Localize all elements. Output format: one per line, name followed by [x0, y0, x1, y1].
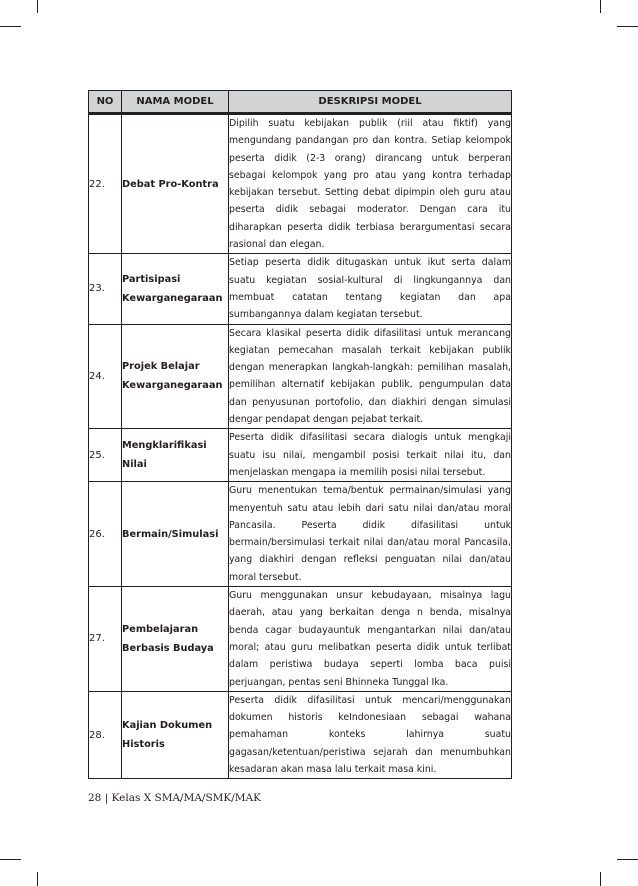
table-row [89, 114, 512, 254]
row-number: 28. [89, 691, 122, 778]
table-row [89, 587, 512, 692]
row-number: 24. [89, 324, 122, 429]
table-header-row [89, 91, 512, 114]
row-number: 27. [89, 587, 122, 692]
model-description: Peserta didik difasilitasi untuk mencari/menggunakan dokumen historis keIndonesiaan sebagai wahana pemahaman konteks lahirnya suatu gagasan/ketentuan/peristiwa sejarah dan menumbuhkan kesadaran akan masa lalu terkait masa kini. [229, 691, 512, 778]
crop-mark [600, 872, 601, 886]
model-name: Bermain/Simulasi [122, 482, 229, 587]
model-name: Pembelajaran Berbasis Budaya [122, 587, 229, 692]
crop-mark [0, 859, 21, 860]
model-description: Peserta didik difasilitasi secara dialogis untuk mengkaji suatu isu nilai, mengambil posisi terkait nilai itu, dan menjelaskan mengapa ia memilih posisi nilai tersebut. [229, 429, 512, 482]
crop-mark [37, 0, 38, 13]
header-name: NAMA MODEL [122, 91, 229, 114]
row-number: 23. [89, 254, 122, 324]
model-table [88, 90, 512, 779]
crop-mark [0, 26, 21, 27]
model-description: Secara klasikal peserta didik difasilitasi untuk merancang kegiatan pemecahan masalah terkait kebijakan publik dengan menerapkan langkah-langkah: pemilihan masalah, pemilihan alternatif kebijakan publik, pengumpulan data dan penyusunan portofolio, dan diakhiri dengan simulasi dengar pendapat dengan pejabat terkait. [229, 324, 512, 429]
model-description: Setiap peserta didik ditugaskan untuk ikut serta dalam suatu kegiatan sosial-kultural di lingkungannya dan membuat catatan tentang kegiatan dan apa sumbangannya dalam kegiatan tersebut. [229, 254, 512, 324]
row-number: 26. [89, 482, 122, 587]
table-row [89, 429, 512, 482]
model-description: Guru menggunakan unsur kebudayaan, misalnya lagu daerah, atau yang berkaitan denga n benda, misalnya benda cagar budayauntuk mengantarkan nilai dan/atau moral; atau guru melibatkan peserta didik untuk terlibat dalam peristiwa budaya seperti lomba baca puisi perjuangan, pentas seni Bhinneka Tunggal Ika. [229, 587, 512, 692]
model-name: Mengklarifikasi Nilai [122, 429, 229, 482]
model-name: Projek Belajar Kewarganegaraan [122, 324, 229, 429]
table-row [89, 691, 512, 778]
crop-mark [37, 872, 38, 886]
crop-mark [600, 0, 601, 13]
header-description: DESKRIPSI MODEL [229, 91, 512, 114]
row-number: 22. [89, 114, 122, 254]
model-description: Guru menentukan tema/bentuk permainan/simulasi yang menyentuh satu atau lebih dari satu nilai dan/atau moral Pancasila. Peserta didik difasilitasi untuk bermain/bersimulasi terkait nilai dan/atau moral Pancasila, yang diakhiri dengan refleksi penguatan nilai dan/atau moral tersebut. [229, 482, 512, 587]
header-no: NO [89, 91, 122, 114]
model-name: Partisipasi Kewarganegaraan [122, 254, 229, 324]
row-number: 25. [89, 429, 122, 482]
table-row [89, 324, 512, 429]
crop-mark [617, 859, 638, 860]
model-name: Debat Pro-Kontra [122, 114, 229, 254]
model-name: Kajian Dokumen Historis [122, 691, 229, 778]
table-row [89, 254, 512, 324]
model-description: Dipilih suatu kebijakan publik (riil atau fiktif) yang mengundang pandangan pro dan kontra. Setiap kelompok peserta didik (2-3 orang) dirancang untuk berperan sebagai kelompok yang pro atau yang kontra terhadap kebijakan tersebut. Setting debat dipimpin oleh guru atau peserta didik sebagai moderator. Dengan cara itu diharapkan peserta didik terbiasa berargumentasi secara rasional dan elegan. [229, 114, 512, 254]
page-footer: 28 | Kelas X SMA/MA/SMK/MAK [88, 792, 261, 804]
table-row [89, 482, 512, 587]
crop-mark [617, 26, 638, 27]
